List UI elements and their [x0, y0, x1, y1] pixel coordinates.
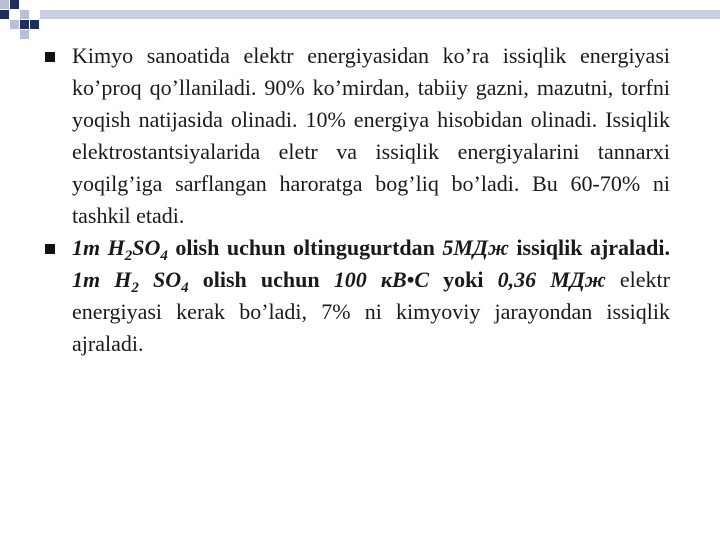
bullet-2-text-d: yoki: [443, 267, 498, 292]
square-bullet-icon: [45, 52, 55, 62]
square-bullet-icon: [45, 244, 55, 254]
bullet-2-text-b: issiqlik ajraladi.: [516, 235, 671, 260]
formula-h2so4: 1т $Н_2SO_4$: [72, 235, 168, 264]
slide-content: [42, 40, 670, 360]
bullet-item-1: [42, 40, 670, 232]
bullet-2-text-c: olish uchun: [188, 267, 334, 292]
bullet-item-2: [42, 232, 670, 360]
bullet-1-text: Kimyo sanoatida elektr energiyasidan ko’ra issiqlik energiyasi ko’proq qo’llaniladi. 90% ko’mirdan, tabiiy gazni, mazutni, torfni yoqish natijasida olinadi. 10% energiya hisobidan olinadi. Issiqlik elektrostantsiyalarida eletr va issiqlik energiyalarini tannarxi yoqilg’iga sarflangan haroratga bog’liq bo’ladi. Bu 60-70% ni tashkil etadi.: [72, 43, 670, 228]
bullet-2-text-a: olish uchun oltingugurtdan: [167, 235, 443, 260]
formula-h2so4-2: 1т $Н_2$ $SO_4$: [72, 267, 189, 296]
energy-value-kwh: 100 кВ•С: [333, 267, 430, 292]
bullet-2-text-e: elektr energiyasi kerak bo’ladi, 7% ni kimyoviy jarayondan issiqlik ajraladi.: [72, 267, 670, 356]
energy-value-5mj: 5МДж: [442, 235, 509, 260]
corner-decoration: [0, 0, 720, 40]
energy-value-036mj: 0,36 МДж: [497, 267, 606, 292]
